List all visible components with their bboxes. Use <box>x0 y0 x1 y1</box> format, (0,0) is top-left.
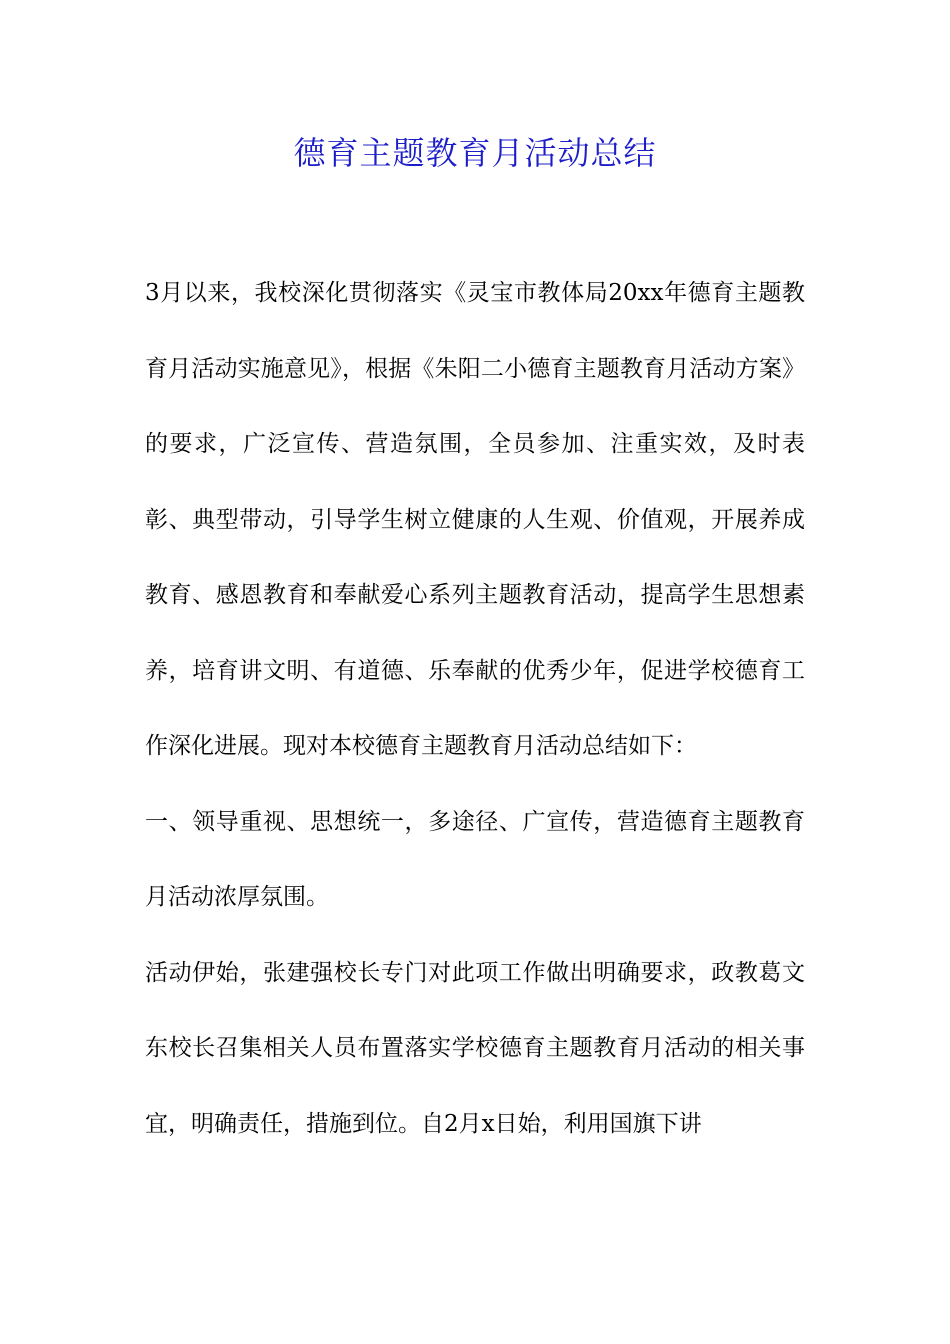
document-body <box>145 256 805 1162</box>
paragraph-section-heading: 一、领导重视、思想统一，多途径、广宣传，营造德育主题教育月活动浓厚氛围。 <box>145 808 805 910</box>
paragraph-intro: 3月以来，我校深化贯彻落实《灵宝市教体局20xx年德育主题教育月活动实施意见》，根据《朱阳二小德育主题教育月活动方案》的要求，广泛宣传、营造氛围，全员参加、注重实效，及时表彰、典型带动，引导学生树立健康的人生观、价值观，开展养成教育、感恩教育和奉献爱心系列主题教育活动，提高学生思想素养，培育讲文明、有道德、乐奉献的优秀少年，促进学校德育工作深化进展。现对本校德育主题教育月活动总结如下： <box>145 280 805 759</box>
document-title: 德育主题教育月活动总结 <box>293 134 657 172</box>
paragraph-activity: 活动伊始，张建强校长专门对此项工作做出明确要求，政教葛文东校长召集相关人员布置落实学校德育主题教育月活动的相关事宜，明确责任，措施到位。自2月x日始，利用国旗下讲 <box>145 959 805 1137</box>
